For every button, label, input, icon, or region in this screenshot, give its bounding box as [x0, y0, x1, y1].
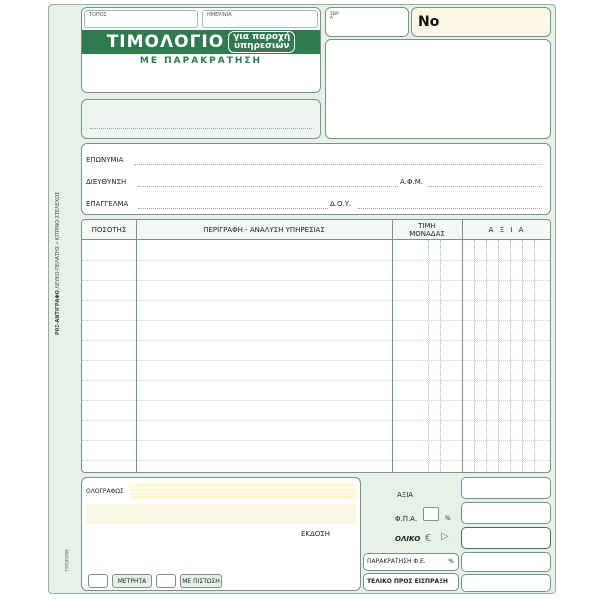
withholding-label: ΠΑΡΑΚΡΑΤΗΣΗ Φ.Ε. — [367, 558, 426, 565]
issuer-stamp-box — [325, 39, 551, 139]
invoice-title-sub — [228, 31, 295, 53]
vat-rate-field[interactable] — [423, 507, 439, 521]
date-label: ΗΜΕΡ/ΝΙΑ — [207, 12, 232, 18]
total-amount-field[interactable] — [461, 527, 551, 549]
withholding-amount-field[interactable] — [461, 552, 551, 572]
invoice-sheet — [48, 4, 556, 594]
customer-name-label: ΕΠΩΝΥΜΙΑ — [86, 156, 124, 164]
customer-block — [81, 143, 551, 215]
series-label: ΣΕΙΡΑ — [330, 11, 339, 20]
customer-name-field[interactable] — [134, 164, 542, 165]
customer-profession-label: ΕΠΑΓΓΕΛΜΑ — [86, 200, 129, 208]
vat-label: Φ.Π.Α. — [395, 515, 418, 523]
side-code: Ρ0Ξ-ΑΝΤΙΓΡΑΦΟ — [55, 290, 61, 335]
title-block — [81, 7, 321, 93]
issuer-extra-box[interactable] — [81, 99, 321, 139]
final-amount-field[interactable] — [461, 574, 551, 592]
withholding-percent: % — [448, 558, 454, 565]
items-table — [81, 219, 551, 473]
date-field[interactable] — [202, 10, 318, 28]
cash-checkbox[interactable] — [88, 574, 108, 588]
withholding-box — [363, 553, 459, 571]
value-amount-field[interactable] — [461, 477, 551, 499]
in-words-label: ΟΛΟΓΡΑΦΩΣ — [86, 488, 124, 495]
in-words-field[interactable] — [130, 484, 356, 500]
final-box — [363, 573, 459, 591]
place-field[interactable] — [84, 10, 198, 28]
customer-address-label: ΔΙΕΥΘΥΝΣΗ — [86, 178, 127, 186]
footer-left-block — [64, 477, 361, 591]
vat-amount-field[interactable] — [461, 502, 551, 524]
place-label: ΤΟΠΟΣ — [89, 12, 107, 18]
customer-tax-office-field[interactable] — [358, 208, 542, 209]
side-copy-text — [55, 192, 61, 335]
title-sub-line2: υπηρεσιών — [233, 41, 290, 51]
final-label: ΤΕΛΙΚΟ ΠΡΟΣ ΕΙΣΠΡΑΞΗ — [367, 578, 448, 585]
col-description: ΠΕΡΙΓΡΑΦΗ - ΑΝΑΛΥΣΗ ΥΠΗΡΕΣΙΑΣ — [203, 226, 325, 234]
series-field[interactable] — [325, 7, 409, 37]
customer-address-field[interactable] — [138, 186, 398, 187]
vat-percent: % — [445, 515, 451, 522]
issuer-label: ΕΚΔΟΣΗ — [301, 530, 330, 538]
number-label: No — [418, 14, 440, 30]
customer-vat-label: Α.Φ.Μ. — [400, 178, 424, 186]
notes-field[interactable] — [86, 504, 356, 524]
credit-option[interactable]: ΜΕ ΠΙΣΤΩΣΗ — [180, 574, 222, 588]
brand-logo: TYPOFORM — [64, 549, 70, 572]
col-value: Α Ξ Ι Α — [488, 226, 526, 234]
customer-tax-office-label: Δ.Ο.Υ. — [330, 200, 352, 208]
customer-vat-field[interactable] — [428, 186, 542, 187]
title-sub-line1: για παροχή — [233, 32, 291, 42]
col-unit-price: ΤΙΜΗ ΜΟΝΑΔΑΣ — [409, 222, 445, 238]
total-label: ΟΛΙΚΟ — [395, 535, 421, 543]
customer-profession-field[interactable] — [138, 208, 328, 209]
invoice-subtitle: ΜΕ ΠΑΡΑΚΡΑΤΗΣΗ — [139, 56, 263, 66]
title-band — [82, 30, 320, 54]
invoice-title: ΤΙΜΟΛΟΓΙΟ — [106, 32, 225, 52]
value-label: ΑΞΙΑ — [397, 491, 414, 499]
side-copies: ΛΕΥΚΟ-ΠΕΛΑΤΗΣ • ΚΙΤΡΙΝΟ-ΣΤΕΛΕΧΟΣ — [55, 191, 61, 289]
col-quantity: ΠΟΣΟΤΗΣ — [91, 226, 127, 234]
currency-symbol: € — [425, 533, 432, 544]
number-field[interactable] — [411, 7, 551, 37]
arrow-right-icon: ▷ — [441, 531, 449, 542]
credit-checkbox[interactable] — [156, 574, 176, 588]
cash-option[interactable]: ΜΕΤΡΗΤΑ — [112, 574, 152, 588]
